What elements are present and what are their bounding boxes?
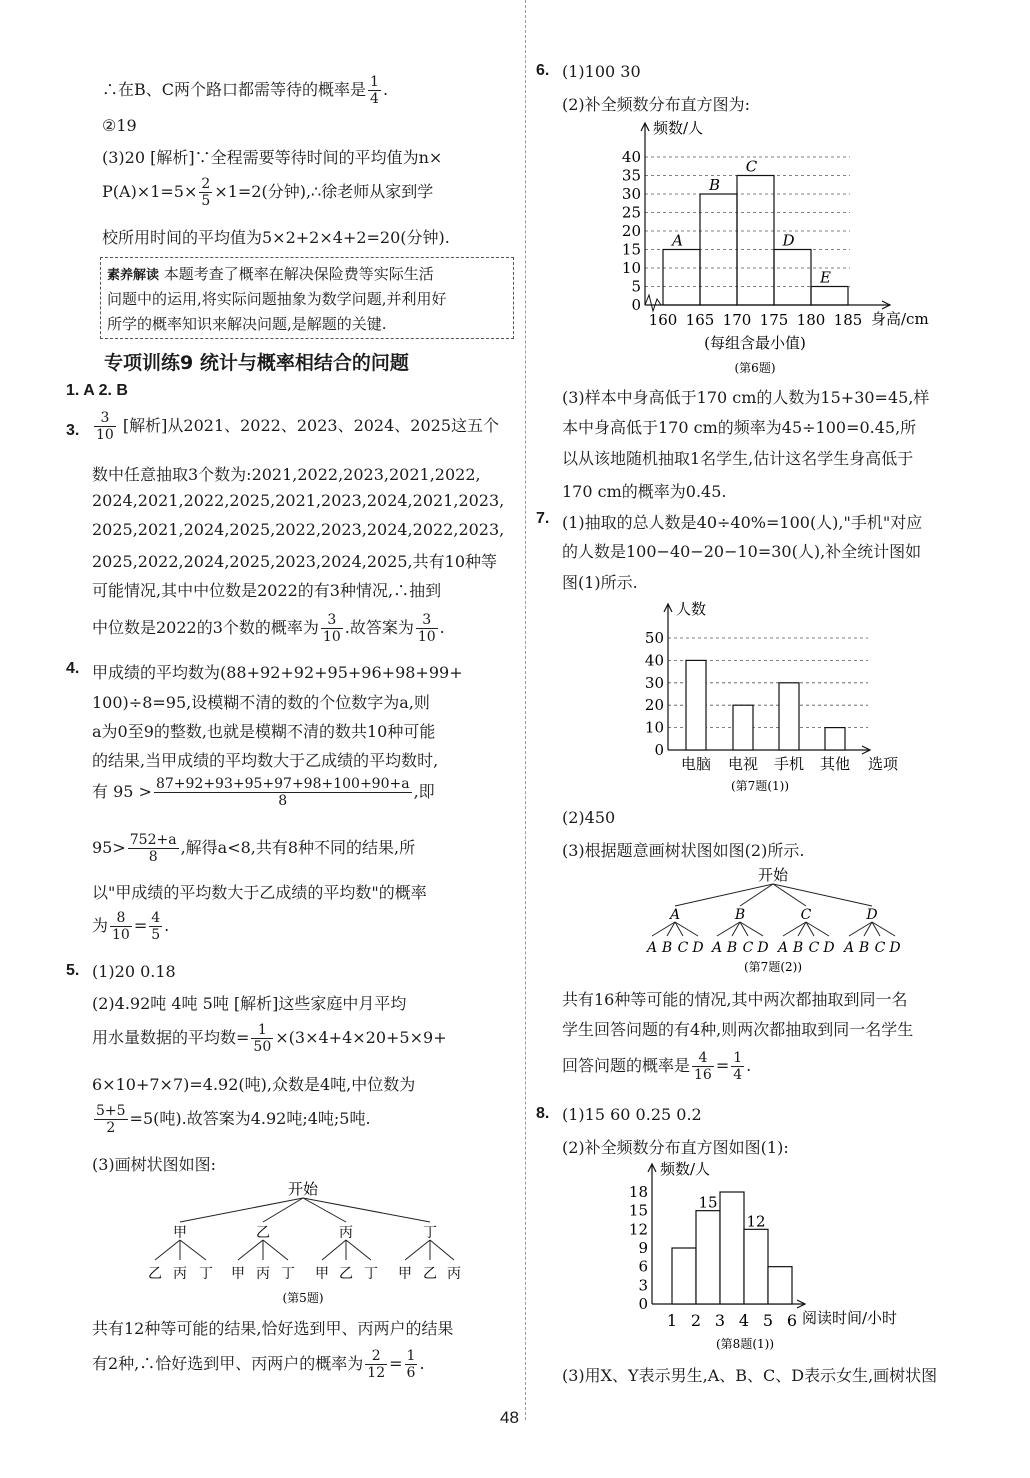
tree7-root: 开始 xyxy=(757,866,789,884)
intro-line-2: ②19 xyxy=(102,116,137,135)
bar-data-label: 15 xyxy=(698,1193,718,1212)
x-tick-label: 180 xyxy=(796,311,826,329)
q7-number: 7. xyxy=(536,510,550,527)
tree5-leaf: 丁 xyxy=(281,1266,295,1282)
q7-line-6: 共有16种等可能的情况,其中两次都抽取到同一名 xyxy=(562,990,908,1009)
q4-line-8: 为 $\frac{8}{10}$ = $\frac{4}{5}$ . xyxy=(92,910,170,943)
bar-letter-label: B xyxy=(708,176,721,194)
x-tick-label: 175 xyxy=(759,311,789,329)
y-tick-label: 25 xyxy=(621,203,641,222)
y-tick-label: 50 xyxy=(644,629,664,647)
y-tick-label: 40 xyxy=(621,148,641,166)
y-tick-label: 30 xyxy=(644,673,664,692)
tree7-node: C xyxy=(800,907,812,923)
tree7-leaf-group-d xyxy=(842,940,901,956)
intro-line-1: ∴在B、C两个路口都需等待的概率是 $\frac{1}{4}$ . xyxy=(102,74,389,107)
tree7-leaf-group-b xyxy=(710,940,769,956)
tree7-leaf: B xyxy=(858,940,870,956)
intro-line-5: 校所用时间的平均值为5×2+2×4+2=20(分钟). xyxy=(102,228,450,247)
q3-number: 3. xyxy=(66,422,80,439)
y-tick-label: 40 xyxy=(644,651,664,670)
tree7-edges xyxy=(652,884,895,936)
tree5-leaf: 乙 xyxy=(339,1266,353,1282)
note-line-2: 问题中的运用,将实际问题抽象为数学问题,并利用好 xyxy=(107,290,447,308)
y-tick-label: 10 xyxy=(621,259,641,277)
tree7-leaf: D xyxy=(692,940,704,956)
tree5-leaf: 乙 xyxy=(148,1266,162,1282)
tree5-leaf: 甲 xyxy=(398,1266,412,1282)
note-line-3: 所学的概率知识来解决问题,是解题的关键. xyxy=(107,315,387,333)
tree7-leaf-group-a xyxy=(645,940,704,956)
histogram-bar xyxy=(768,1267,792,1304)
y-axis-label: 频数/人 xyxy=(660,1160,711,1178)
tree5-leaf: 丙 xyxy=(447,1266,461,1282)
q7-line-4: (2)450 xyxy=(562,808,616,827)
q7-line-2: 的人数是100−40−20−10=30(人),补全统计图如 xyxy=(562,542,922,561)
q5-line-8: 有2种,∴恰好选到甲、丙两户的概率为 $\frac{2}{12}$ = $\frac{1}{6}$ . xyxy=(92,1348,425,1381)
tree7-leaf: D xyxy=(823,940,835,956)
tree7-leaf: C xyxy=(874,940,886,956)
x-tick-label: 165 xyxy=(685,311,715,329)
q3-line-7: 中位数是2022的3个数的概率为 $\frac{3}{10}$ .故答案为 $\frac{3}{10}$ . xyxy=(92,612,445,645)
tree7-leaf: A xyxy=(711,940,723,956)
histogram-bar xyxy=(696,1211,720,1304)
chart-caption: (第6题) xyxy=(734,361,776,375)
intro-line-3: (3)20 [解析]∵全程需要等待时间的平均值为n× xyxy=(102,148,443,167)
q3-line-5: 2025,2022,2024,2025,2023,2024,2025,共有10种等 xyxy=(92,552,497,571)
y-tick-label: 9 xyxy=(638,1239,648,1257)
q3-line-4: 2025,2021,2024,2025,2022,2023,2024,2022,2023, xyxy=(92,520,505,539)
tree7-leaf: C xyxy=(677,940,689,956)
q5-line-4: 6×10+7×7)=4.92(吨),众数是4吨,中位数为 xyxy=(92,1075,416,1094)
q4-line-4: 的结果,当甲成绩的平均数大于乙成绩的平均数时, xyxy=(92,751,439,770)
q6-line-5: 以从该地随机抽取1名学生,估计这名学生身高低于 xyxy=(562,449,914,468)
tree5-edges xyxy=(155,1198,454,1260)
tree5-leaf: 丙 xyxy=(173,1266,187,1282)
y-tick-label: 3 xyxy=(638,1276,648,1295)
bar-letter-label: D xyxy=(782,231,795,250)
q7-line-3: 图(1)所示. xyxy=(562,573,638,592)
q4-number: 4. xyxy=(66,660,80,677)
q5-number: 5. xyxy=(66,962,80,979)
x-tick-label: 电视 xyxy=(727,755,759,773)
q7-line-8: 回答问题的概率是 $\frac{4}{16}$ = $\frac{1}{4}$ . xyxy=(562,1050,752,1083)
fig8-histogram xyxy=(610,1160,930,1360)
fig6-histogram xyxy=(585,115,945,380)
tree5-leaf: 乙 xyxy=(423,1266,437,1282)
tree7-leaf: B xyxy=(661,940,673,956)
q8-line-1: (1)15 60 0.25 0.2 xyxy=(562,1105,702,1124)
x-tick-label: 3 xyxy=(714,1311,726,1330)
q3-line-3: 2024,2021,2022,2025,2021,2023,2024,2021,2023, xyxy=(92,491,505,510)
q8-line-2: (2)补全频数分布直方图如图(1): xyxy=(562,1138,789,1157)
page-number: 48 xyxy=(500,1408,519,1427)
x-tick-label: 手机 xyxy=(773,755,805,773)
tree7-leaf: A xyxy=(646,940,658,956)
q8-number: 8. xyxy=(536,1105,550,1122)
x-tick-label: 4 xyxy=(738,1311,750,1330)
q4-line-5: 有 95 > $\frac{87+92+93+95+97+98+100+90+a}{8}$ ,即 xyxy=(92,776,435,809)
tree7-node: D xyxy=(866,907,878,923)
y-tick-label: 20 xyxy=(621,222,641,240)
q5-tree-diagram xyxy=(140,1176,470,1308)
note-tag: 素养解读 xyxy=(107,268,160,283)
y-tick-label: 0 xyxy=(638,1295,648,1313)
histogram-bar xyxy=(672,1248,696,1304)
x-tick-label: 185 xyxy=(833,311,863,329)
q6-line-6: 170 cm的概率为0.45. xyxy=(562,482,727,501)
y-tick-label: 0 xyxy=(631,296,641,314)
histogram-bar xyxy=(744,1229,768,1304)
q6-line-4: 本中身高低于170 cm的频率为45÷100=0.45,所 xyxy=(562,418,917,437)
q3-line-1: $\frac{3}{10}$ [解析]从2021、2022、2023、2024、2025这五个 xyxy=(96,410,500,443)
y-tick-label: 15 xyxy=(628,1201,648,1220)
histogram-bar xyxy=(811,287,848,306)
q4-line-2: 100)÷8=95,设模糊不清的数的个位数字为a,则 xyxy=(92,693,430,712)
x-axis-label: 身高/cm xyxy=(871,310,929,328)
tree7-leaf: C xyxy=(808,940,820,956)
histogram-bar xyxy=(720,1192,744,1304)
x-tick-label: 电脑 xyxy=(680,755,712,773)
q4-line-6: 95> $\frac{752+a}{8}$ ,解得a<8,共有8种不同的结果,所 xyxy=(92,832,416,865)
bar xyxy=(779,683,799,750)
tree5-node: 丁 xyxy=(423,1225,437,1241)
tree5-node: 甲 xyxy=(173,1225,187,1241)
tree7-leaf-group-c xyxy=(776,940,835,956)
y-tick-label: 5 xyxy=(631,277,641,296)
q5-line-2: (2)4.92吨 4吨 5吨 [解析]这些家庭中月平均 xyxy=(92,994,407,1013)
tree5-leaf: 丁 xyxy=(199,1266,213,1282)
q6-line-1: (1)100 30 xyxy=(562,62,641,81)
q4-line-7: 以"甲成绩的平均数大于乙成绩的平均数"的概率 xyxy=(92,883,427,902)
q1-q2-answers: 1. A 2. B xyxy=(66,382,128,399)
section-title: 专项训练9 统计与概率相结合的问题 xyxy=(104,352,409,374)
y-tick-label: 30 xyxy=(621,185,641,203)
tree5-node: 丙 xyxy=(339,1225,353,1241)
q3-line-2: 数中任意抽取3个数为:2021,2022,2023,2021,2022, xyxy=(92,465,481,484)
column-divider xyxy=(525,0,526,1420)
x-tick-label: 5 xyxy=(762,1311,774,1330)
y-tick-label: 6 xyxy=(638,1257,648,1276)
x-tick-label: 2 xyxy=(690,1311,702,1330)
tree5-root: 开始 xyxy=(287,1180,319,1198)
y-tick-label: 20 xyxy=(644,696,664,715)
tree7-leaf: D xyxy=(757,940,769,956)
q5-line-3: 用水量数据的平均数= $\frac{1}{50}$ ×(3×4+4×20+5×9+ xyxy=(92,1022,447,1055)
q7-line-7: 学生回答问题的有4种,则两次都抽取到同一名学生 xyxy=(562,1020,914,1039)
q5-line-1: (1)20 0.18 xyxy=(92,962,176,981)
tree5-leaf: 丙 xyxy=(256,1266,270,1282)
tree5-leaf: 丁 xyxy=(364,1266,378,1282)
x-tick-label: 其他 xyxy=(819,755,851,773)
tree7-leaf: B xyxy=(726,940,738,956)
tree7-caption: (第7题(2)) xyxy=(744,960,802,974)
x-axis-label: 阅读时间/小时 xyxy=(802,1309,898,1327)
q5-line-7: 共有12种等可能的结果,恰好选到甲、丙两户的结果 xyxy=(92,1319,454,1338)
tree5-caption: (第5题) xyxy=(282,1291,324,1305)
q7-tree-diagram xyxy=(640,862,910,977)
y-tick-label: 0 xyxy=(654,741,664,759)
y-tick-label: 35 xyxy=(621,166,641,185)
x-tick-label: 170 xyxy=(722,311,752,329)
x-axis-label: 选项 xyxy=(868,755,899,773)
q7-line-5: (3)根据题意画树状图如图(2)所示. xyxy=(562,841,805,860)
x-tick-label: 160 xyxy=(648,311,678,329)
intro-line-4: P(A)×1=5× $\frac{2}{5}$ ×1=2(分钟),∴徐老师从家到学 xyxy=(102,176,434,209)
q6-number: 6. xyxy=(536,62,550,79)
tree5-node: 乙 xyxy=(256,1225,270,1241)
bar-letter-label: C xyxy=(745,157,758,176)
y-axis-label: 频数/人 xyxy=(653,119,704,137)
tree7-leaf: A xyxy=(777,940,789,956)
q8-line-3: (3)用X、Y表示男生,A、B、C、D表示女生,画树状图 xyxy=(562,1366,938,1385)
q4-line-1: 甲成绩的平均数为(88+92+92+95+96+98+99+ xyxy=(92,663,463,682)
bar-letter-label: A xyxy=(672,231,683,250)
chart-caption: (第7题(1)) xyxy=(731,779,789,793)
tree7-leaf: A xyxy=(843,940,855,956)
bar-data-label: 12 xyxy=(746,1212,766,1231)
q6-line-3: (3)样本中身高低于170 cm的人数为15+30=45,样 xyxy=(562,388,930,407)
y-axis-label: 人数 xyxy=(676,600,707,618)
tree7-leaf: D xyxy=(889,940,901,956)
fig7-bar-chart xyxy=(630,598,920,798)
chart-caption: (第8题(1)) xyxy=(716,1337,774,1351)
bar-letter-label: E xyxy=(820,268,831,287)
tree5-leaf: 甲 xyxy=(315,1266,329,1282)
histogram-bar xyxy=(737,176,774,306)
histogram-bar xyxy=(774,250,811,306)
literacy-note-box xyxy=(100,257,514,339)
bar xyxy=(733,705,753,750)
bar xyxy=(825,728,845,750)
y-tick-label: 18 xyxy=(628,1183,648,1201)
x-tick-label: 1 xyxy=(666,1311,678,1330)
q7-line-1: (1)抽取的总人数是40÷40%=100(人),"手机"对应 xyxy=(562,513,923,532)
chart-note: (每组含最小值) xyxy=(704,334,806,352)
x-tick-label: 6 xyxy=(786,1311,798,1330)
note-line-1: 素养解读 本题考查了概率在解决保险费等实际生活 xyxy=(107,265,434,283)
q3-line-6: 可能情况,其中中位数是2022的有3种情况,∴抽到 xyxy=(92,581,442,600)
y-tick-label: 10 xyxy=(644,718,664,737)
q6-line-2: (2)补全频数分布直方图为: xyxy=(562,95,751,114)
y-tick-label: 12 xyxy=(628,1220,648,1239)
tree7-leaf: B xyxy=(792,940,804,956)
q5-line-5: $\frac{5+5}{2}$ =5(吨).故答案为4.92吨;4吨;5吨. xyxy=(96,1103,371,1136)
tree7-node: B xyxy=(734,907,746,923)
q4-line-3: a为0至9的整数,也就是模糊不清的数共10种可能 xyxy=(92,722,436,741)
y-tick-label: 15 xyxy=(621,240,641,259)
histogram-bar xyxy=(663,250,700,306)
q5-line-6: (3)画树状图如图: xyxy=(92,1155,217,1174)
tree7-leaf: C xyxy=(742,940,754,956)
tree7-node: A xyxy=(669,907,681,923)
axis-break xyxy=(645,295,661,311)
tree5-leaf: 甲 xyxy=(231,1266,245,1282)
bar xyxy=(686,660,706,750)
